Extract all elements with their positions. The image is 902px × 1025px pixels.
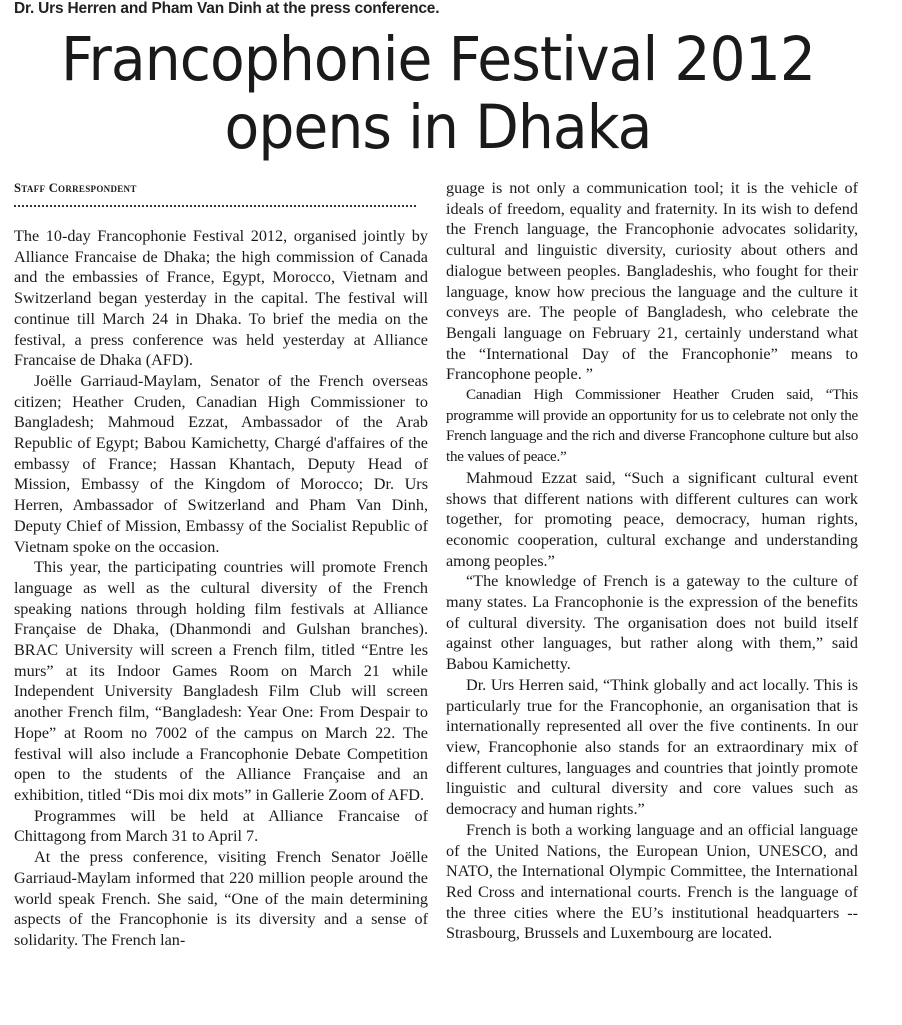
paragraph: At the press conference, visiting French Senator Joëlle Garriaud-Maylam informed that 220 million people around the world speak French. She said, “One of the main determining aspects of the Francophonie is its diversity and a sense of solidarity. The French lan- (14, 848, 428, 949)
paragraph: guage is not only a communication tool; it is the vehicle of ideals of freedom, equality and fraternity. In its wish to defend the French language, the Francophonie advocates solidarity, cultural and linguistic diversity, curiosity about others and dialogue between peoples. Bangladeshis, who fought for their language, know how precious the language and the culture it conveys are. The people of Bangladesh, who celebrate the Bengali language on February 21, certainly understand what the “International Day of the Francophonie” means to Francophone people. ” (446, 179, 858, 384)
paragraph: Canadian High Commissioner Heather Cruden said, “This programme will provide an opportunity for us to celebrate not only the French language and the rich and diverse Francophone culture but also the values of peace.” (446, 387, 858, 466)
article-column-1 (14, 226, 428, 951)
paragraph: The 10-day Francophonie Festival 2012, organised jointly by Alliance Francaise de Dhaka; the high commission of Canada and the embassies of France, Egypt, Morocco, Vietnam and Switzerland began yesterday in the capital. The festival will continue till March 24 in Dhaka. To brief the media on the festival, a press conference was held yesterday at Alliance Francaise de Dhaka (AFD). (14, 227, 428, 370)
photo-caption: Dr. Urs Herren and Pham Van Dinh at the press conference. (14, 0, 440, 17)
paragraph: Dr. Urs Herren said, “Think globally and act locally. This is particularly true for the Francophonie, an organisation that is internationally represented all over the five continents. In our view, Francophonie also stands for an extraordinary mix of different cultures, languages and countries that jointly promote linguistic and cultural diversity and core values such as democracy and human rights.” (446, 675, 858, 819)
headline (31, 26, 846, 162)
paragraph: Joëlle Garriaud-Maylam, Senator of the French overseas citizen; Heather Cruden, Canadian High Commissioner to Bangladesh; Mahmoud Ezzat, Ambassador of the Arab Republic of Egypt; Babou Kamichetty, Chargé d'affaires of the embassy of France; Hassan Khantach, Deputy Head of Mission, Embassy of the Kingdom of Morocco; Dr. Urs Herren, Ambassador of Switzerland and Pham Van Dinh, Deputy Chief of Mission, Embassy of the Socialist Republic of Vietnam spoke on the occasion. (14, 371, 428, 556)
paragraph: Programmes will be held at Alliance Francaise of Chittagong from March 31 to April 7. (14, 806, 428, 846)
article-column-2 (446, 178, 858, 944)
paragraph: Mahmoud Ezzat said, “Such a significant cultural event shows that different nations with different cultures can work together, for promoting peace, democracy, human rights, economic cooperation, cultural exchange and understanding among peoples.” (446, 468, 858, 570)
paragraph: French is both a working language and an official language of the United Nations, the European Union, UNESCO, and NATO, the International Olympic Committee, the International Red Cross and international courts. French is the language of the three cities where the EU’s institutional headquarters -- Strasbourg, Brussels and Luxembourg are located. (446, 820, 858, 943)
headline-line-1: Francophonie Festival 2012 (60, 24, 816, 95)
byline: Staff Correspondent (14, 181, 137, 195)
paragraph: “The knowledge of French is a gateway to the culture of many states. La Francophonie is the expression of the benefits of cultural diversity. The organisation does not build itself against other languages, but rather along with them,” said Babou Kamichetty. (446, 572, 858, 674)
headline-line-2: opens in Dhaka (224, 92, 652, 163)
byline-divider (14, 205, 416, 207)
paragraph: This year, the participating countries will promote French language as well as the cultural diversity of the French speaking nations through holding film festivals at Alliance Française de Dhaka, (Dhanmondi and Gulshan branches). BRAC University will screen a French film, titled “Entre les murs” at its Indoor Games Room on March 21 while Independent University Bangladesh Film Club will screen another French film, “Bangladesh: Year One: From Despair to Hope” at Room no 7002 of the campus on March 22. The festival will also include a Francophonie Debate Competition open to the students of the Alliance Française and an exhibition, titled “Dis moi dix mots” in Gallerie Zoom of AFD. (14, 558, 428, 804)
